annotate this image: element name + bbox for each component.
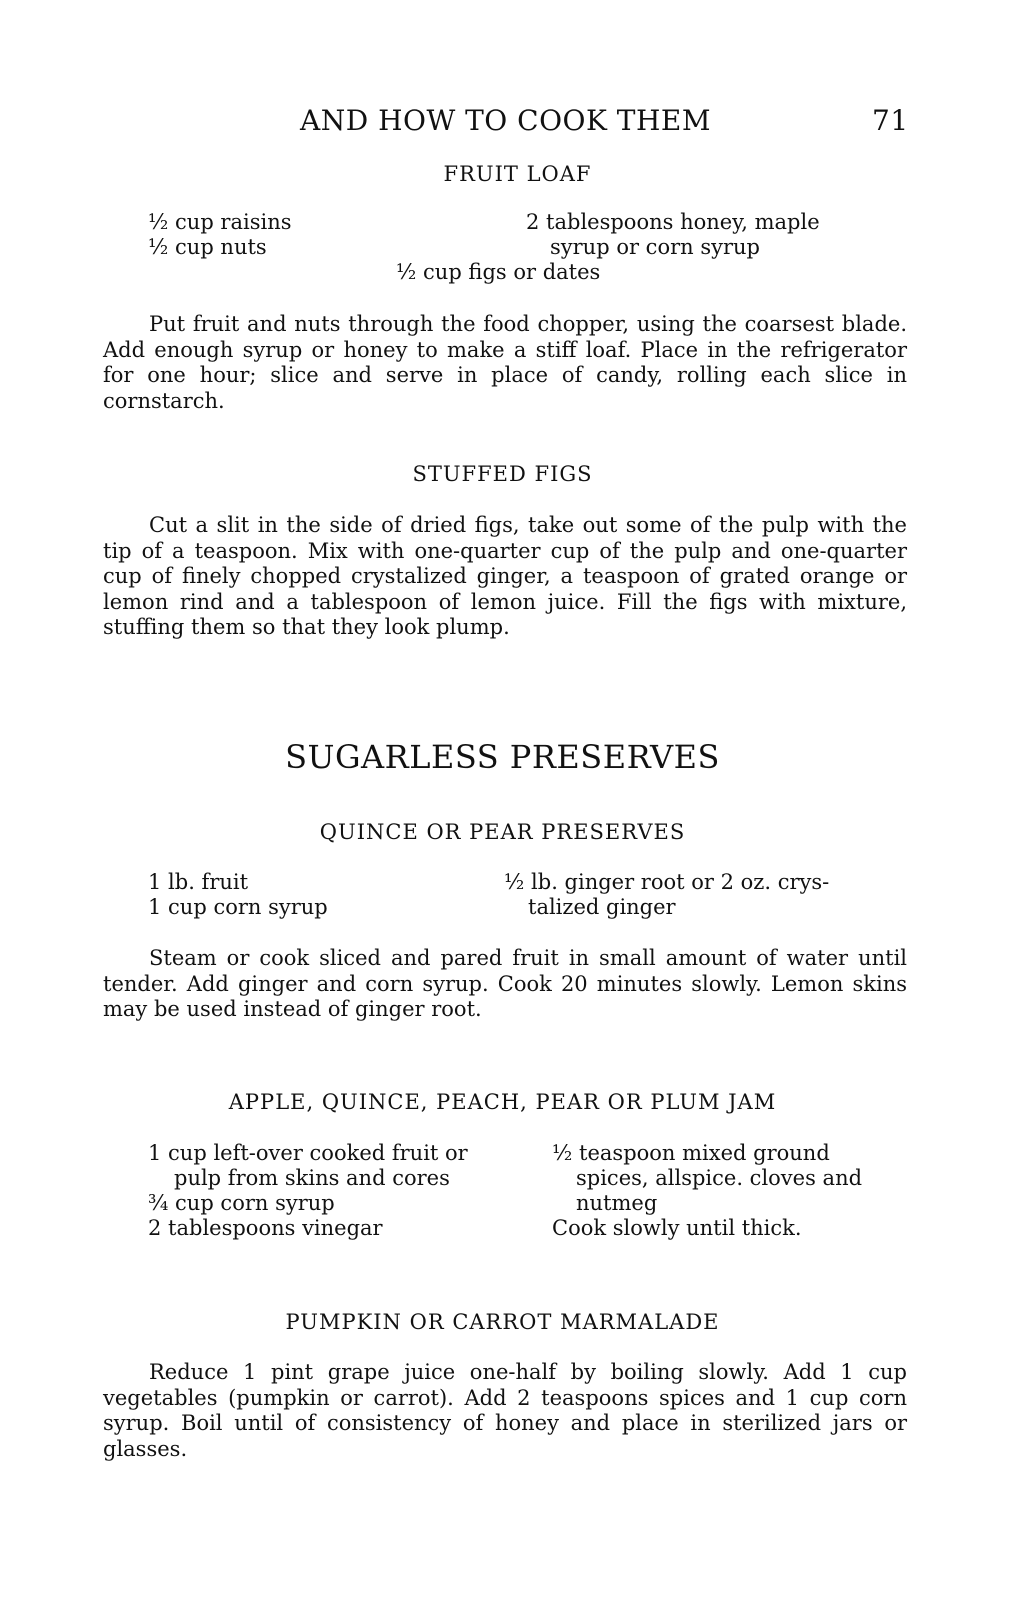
ingredient-fruit: 1 lb. fruit <box>148 870 249 894</box>
fruit-loaf-directions: Put fruit and nuts through the food chopper, using the coarsest blade. Add enough syrup or honey to make a stiff loaf. Place in the refrigerator for one hour; slice and serve in place of candy, rolling each slice in cornstarch. <box>103 312 907 413</box>
ingredient-corn-syrup: 1 cup corn syrup <box>148 895 328 919</box>
marmalade-directions: Reduce 1 pint grape juice one-half by boiling slowly. Add 1 cup vegetables (pumpkin or carrot). Add 2 teaspoons spices and 1 cup corn syrup. Boil until of consistency of honey and place in sterilized jars or glasses. <box>103 1360 907 1461</box>
jam-ingredients-left <box>148 1141 468 1241</box>
fruit-loaf-title: FRUIT LOAF <box>443 162 592 186</box>
ingredient-leftover-fruit-cont: pulp from skins and cores <box>174 1166 450 1190</box>
quince-pear-directions: Steam or cook sliced and pared fruit in small amount of water until tender. Add ginger and corn syrup. Cook 20 minutes slowly. Lemon skins may be used instead of ginger root. <box>103 946 907 1021</box>
quince-pear-ingredients-left <box>148 870 328 920</box>
ingredient-vinegar: 2 tablespoons vinegar <box>148 1216 383 1240</box>
ingredient-spices-cont-2: nutmeg <box>576 1191 658 1215</box>
fruit-loaf-ingredients-left <box>148 210 292 260</box>
jam-ingredients-right <box>552 1141 862 1241</box>
stuffed-figs-title: STUFFED FIGS <box>412 462 593 486</box>
ingredient-nuts: ½ cup nuts <box>148 235 267 259</box>
section-title: SUGARLESS PRESERVES <box>285 738 720 776</box>
ingredient-honey-cont: syrup or corn syrup <box>550 235 760 259</box>
ingredient-honey: 2 tablespoons honey, maple <box>526 210 820 234</box>
ingredient-ginger-cont: talized ginger <box>528 895 676 919</box>
ingredient-spices-cont: spices, allspice. cloves and <box>576 1166 863 1190</box>
quince-pear-ingredients-right <box>504 870 829 920</box>
page-number: 71 <box>872 104 909 137</box>
ingredient-spices: ½ teaspoon mixed ground <box>552 1141 830 1165</box>
quince-pear-title: QUINCE OR PEAR PRESERVES <box>319 820 686 844</box>
ingredient-ginger: ½ lb. ginger root or 2 oz. crys- <box>504 870 830 894</box>
ingredient-raisins: ½ cup raisins <box>148 210 292 234</box>
ingredient-figs-dates: ½ cup figs or dates <box>396 260 601 284</box>
stuffed-figs-directions: Cut a slit in the side of dried figs, take out some of the pulp with the tip of a teaspoon. Mix with one-quarter cup of the pulp and one-quarter cup of finely chopped crystalized ginger, a teaspoon of grated orange or lemon rind and a tablespoon of lemon juice. Fill the figs with mixture, stuffing them so that they look plump. <box>103 513 907 639</box>
marmalade-title: PUMPKIN OR CARROT MARMALADE <box>285 1310 720 1334</box>
jam-instruction: Cook slowly until thick. <box>552 1216 802 1240</box>
ingredient-leftover-fruit: 1 cup left-over cooked fruit or <box>148 1141 468 1165</box>
running-title: AND HOW TO COOK THEM <box>300 104 712 137</box>
jam-title: APPLE, QUINCE, PEACH, PEAR OR PLUM JAM <box>228 1090 777 1114</box>
fruit-loaf-ingredients-right <box>526 210 820 260</box>
ingredient-jam-corn-syrup: ¾ cup corn syrup <box>148 1191 335 1215</box>
